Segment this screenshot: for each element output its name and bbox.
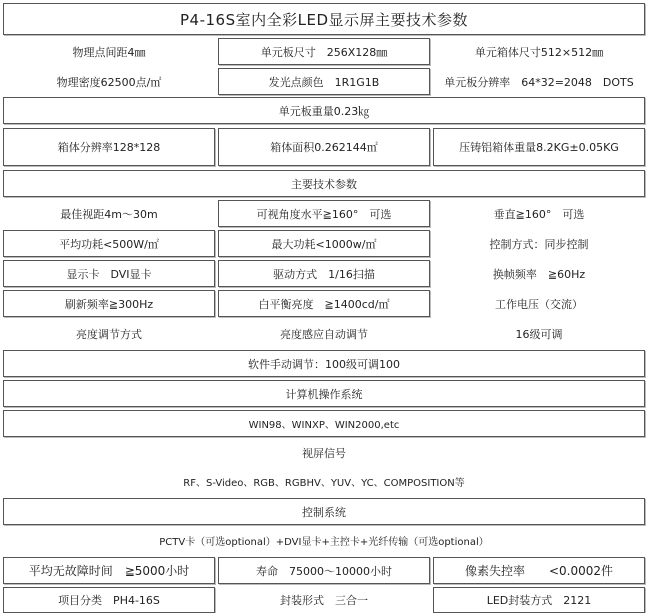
module-resolution: 单元板分辨率 64*32=2048 DOTS xyxy=(444,75,634,89)
drive-mode: 驱动方式 1/16扫描 xyxy=(218,260,430,287)
module-weight: 单元板重量0.23㎏ xyxy=(3,97,645,124)
page-title: P4-16S室内全彩LED显示屏主要技术参数 xyxy=(3,3,645,35)
os-heading: 计算机操作系统 xyxy=(3,380,645,407)
cabinet-area: 箱体面积0.262144㎡ xyxy=(218,128,430,166)
os-list: WIN98、WINXP、WIN2000,etc xyxy=(3,410,645,437)
average-power: 平均功耗<500W/㎡ xyxy=(3,230,215,257)
video-list: RF、S-Video、RGB、RGBHV、YUV、YC、COMPOSITION等 xyxy=(183,478,465,489)
viewing-angle-vertical: 垂直≧160° 可选 xyxy=(493,207,585,221)
refresh-rate: 刷新频率≧300Hz xyxy=(3,290,215,317)
manual-adjust: 软件手动调节：100级可调100 xyxy=(3,350,645,377)
pixel-failure-rate: 像素失控率 <0.0002件 xyxy=(433,557,645,584)
mtbf: 平均无故障时间 ≧5000小时 xyxy=(3,557,215,584)
pixel-density: 物理密度62500点/㎡ xyxy=(56,75,162,89)
max-power: 最大功耗<1000w/㎡ xyxy=(218,230,430,257)
working-voltage: 工作电压（交流） xyxy=(495,297,583,311)
project-category: 项目分类 PH4-16S xyxy=(3,587,215,613)
white-balance-brightness: 白平衡亮度 ≧1400cd/㎡ xyxy=(218,290,430,317)
pixel-pitch: 物理点间距4㎜ xyxy=(72,45,146,59)
cabinet-size: 单元箱体尺寸512×512㎜ xyxy=(474,45,604,59)
cabinet-weight: 压铸铝箱体重量8.2KG±0.05KG xyxy=(433,128,645,166)
tech-heading: 主要技术参数 xyxy=(3,170,645,197)
control-mode: 控制方式：同步控制 xyxy=(489,237,589,251)
viewing-distance: 最佳视距4m～30m xyxy=(60,207,158,221)
led-package-type: LED封装方式 2121 xyxy=(433,587,645,613)
control-list: PCTV卡（可选optional）+DVI显卡+主控卡+光纤传输（可选optional） xyxy=(159,537,489,548)
brightness-levels: 16级可调 xyxy=(515,327,563,341)
led-color: 发光点颜色 1R1G1B xyxy=(218,68,430,95)
video-heading: 视屏信号 xyxy=(302,446,346,460)
control-heading: 控制系统 xyxy=(3,498,645,525)
frame-rate: 换帧频率 ≧60Hz xyxy=(492,267,586,281)
package-form: 封装形式 三合一 xyxy=(280,594,368,607)
auto-brightness: 亮度感应自动调节 xyxy=(280,327,368,341)
module-size: 单元板尺寸 256X128㎜ xyxy=(218,38,430,65)
brightness-adjust-mode: 亮度调节方式 xyxy=(76,327,142,341)
cabinet-resolution: 箱体分辨率128*128 xyxy=(3,128,215,166)
lifespan: 寿命 75000～10000小时 xyxy=(218,557,430,584)
viewing-angle-horizontal: 可视角度水平≧160° 可选 xyxy=(218,200,430,227)
display-card: 显示卡 DVI显卡 xyxy=(3,260,215,287)
